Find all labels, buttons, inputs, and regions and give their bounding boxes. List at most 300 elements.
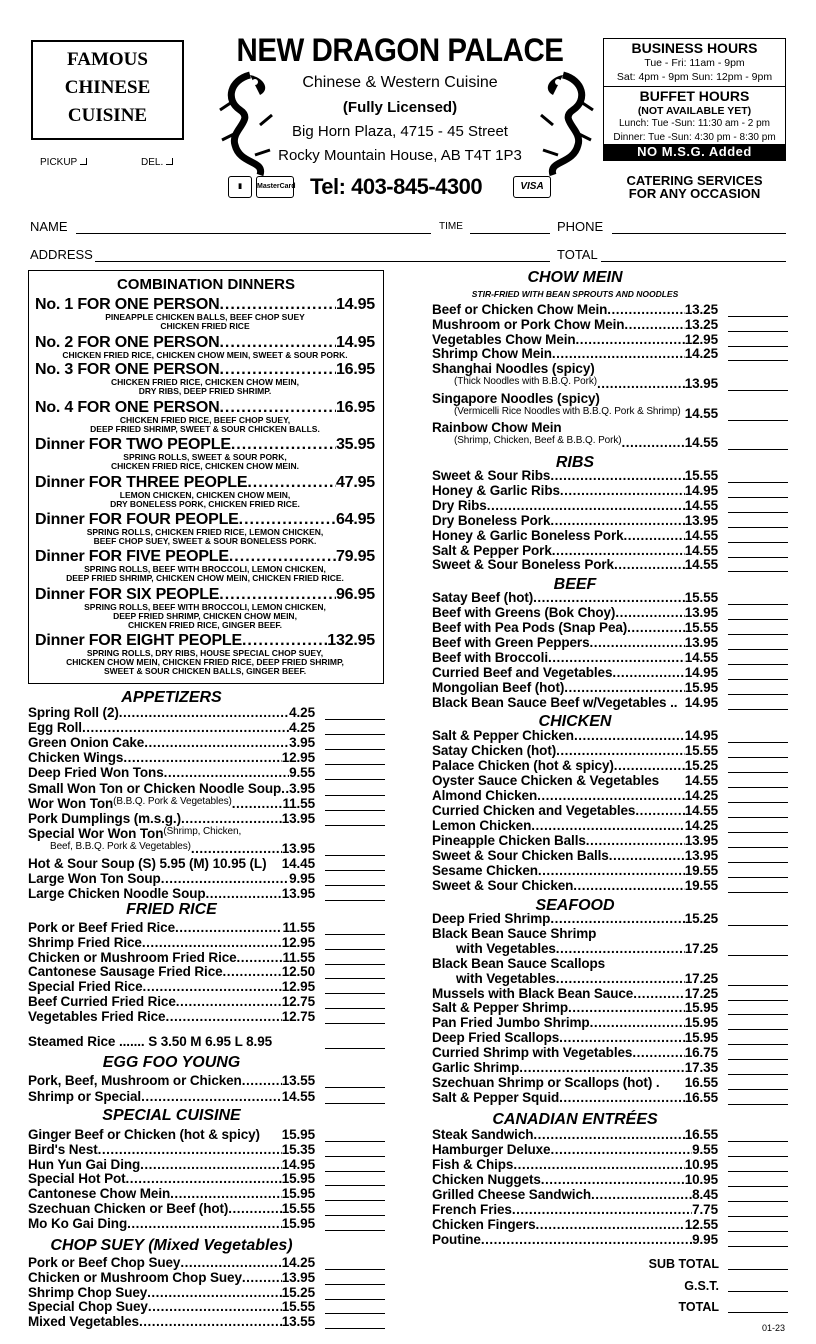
menu-item-name: Singapore Noodles (spicy) [432, 390, 600, 406]
menu-item[interactable] [432, 346, 718, 361]
quantity-line[interactable] [325, 734, 385, 735]
menu-item[interactable] [432, 483, 718, 498]
leader-dots [143, 979, 282, 994]
telephone[interactable]: Tel: 403-845-4300 [310, 174, 483, 199]
leader-dots [228, 1201, 281, 1216]
quantity-line[interactable] [325, 1328, 385, 1329]
menu-item[interactable] [28, 871, 315, 886]
menu-item[interactable] [432, 1157, 718, 1172]
menu-item-name: Sweet & Sour Ribs [432, 468, 551, 483]
menu-item[interactable] [432, 758, 718, 773]
leader-dots [568, 1000, 685, 1015]
leader-dots [165, 1009, 281, 1024]
combo-item-description: LEMON CHICKEN, CHICKEN CHOW MEIN, DRY BONELESS PORK, CHICKEN FRIED RICE. [110, 490, 300, 509]
menu-item-note: (Shrimp, Chicken, Beef & B.B.Q. Pork) [454, 435, 622, 447]
menu-item[interactable] [28, 1171, 315, 1186]
quantity-line[interactable] [325, 993, 385, 994]
menu-item[interactable] [28, 886, 315, 901]
menu-item-name: Pork or Beef Fried Rice [28, 920, 175, 935]
menu-item-name: Fish & Chips [432, 1157, 514, 1172]
menu-item[interactable] [28, 796, 315, 811]
menu-item[interactable] [432, 332, 718, 347]
leader-dots [536, 1217, 685, 1232]
quantity-line[interactable] [728, 1186, 788, 1187]
quantity-line[interactable] [728, 772, 788, 773]
menu-item[interactable] [28, 1285, 315, 1300]
quantity-line[interactable] [728, 634, 788, 635]
menu-item[interactable] [432, 803, 718, 818]
menu-item-price: 15.35 [281, 1141, 315, 1157]
menu-item-price: 13.95 [684, 848, 718, 863]
quantity-line[interactable] [728, 955, 788, 956]
menu-item-name: Sweet & Sour Chicken [432, 878, 574, 893]
menu-item[interactable] [432, 1090, 718, 1105]
menu-item-name: Chicken or Mushroom Fried Rice [28, 949, 237, 965]
quantity-line[interactable] [728, 1044, 788, 1045]
menu-item[interactable] [432, 543, 718, 558]
menu-item[interactable] [432, 1217, 718, 1232]
quantity-line[interactable] [728, 571, 788, 572]
quantity-line[interactable] [728, 649, 788, 650]
combo-item-price: 64.95 [335, 511, 375, 528]
leader-dots [541, 1172, 685, 1187]
menu-item[interactable] [432, 956, 718, 971]
menu-item-note: (Thick Noodles with B.B.Q. Pork) [454, 376, 597, 387]
menu-item[interactable] [28, 994, 315, 1009]
combo-item-name: Dinner FOR FIVE PEOPLE [35, 548, 229, 565]
address-field[interactable] [95, 261, 550, 262]
menu-item[interactable] [432, 528, 718, 543]
menu-item-price: 13.95 [684, 605, 718, 620]
combo-item-name: Dinner FOR TWO PEOPLE [35, 436, 231, 453]
leader-dots [548, 650, 685, 665]
menu-item[interactable] [432, 1045, 718, 1060]
menu-item[interactable] [28, 1314, 315, 1329]
leader-dots [635, 803, 684, 818]
quantity-line[interactable] [728, 512, 788, 513]
menu-item-price: 15.55 [281, 1299, 315, 1315]
gst-label: G.S.T. [684, 1279, 719, 1293]
total-field[interactable] [601, 261, 786, 262]
quantity-line[interactable] [728, 1089, 788, 1090]
menu-item[interactable] [432, 788, 718, 803]
leader-dots [607, 302, 684, 317]
quantity-line[interactable] [728, 316, 788, 317]
menu-item[interactable] [456, 971, 718, 986]
menu-item-name: Shrimp Chow Mein [432, 346, 552, 362]
leader-dots [487, 498, 685, 513]
quantity-line[interactable] [728, 925, 788, 926]
quantity-line[interactable] [728, 604, 788, 605]
menu-item-name: Shrimp Chop Suey [28, 1284, 148, 1300]
quantity-line[interactable] [728, 449, 788, 450]
grand-total-field[interactable] [728, 1312, 788, 1313]
quantity-line[interactable] [728, 1231, 788, 1232]
menu-item-name: Pork or Beef Chop Suey [28, 1255, 181, 1270]
quantity-line[interactable] [728, 679, 788, 680]
quantity-line[interactable] [325, 1023, 385, 1024]
menu-item[interactable] [432, 911, 718, 926]
menu-item[interactable] [28, 964, 315, 979]
section-title: CHICKEN [538, 713, 612, 730]
menu-item[interactable] [432, 986, 718, 1001]
menu-item[interactable] [432, 317, 718, 332]
quantity-line[interactable] [325, 1171, 385, 1172]
quantity-line[interactable] [325, 1185, 385, 1186]
menu-item[interactable] [432, 833, 718, 848]
quantity-line[interactable] [728, 1141, 788, 1142]
leader-dots [519, 1060, 684, 1075]
leader-dots [175, 920, 282, 935]
quantity-line[interactable] [325, 1048, 385, 1049]
menu-item[interactable] [28, 1034, 315, 1049]
menu-item-price: 14.55 [684, 542, 718, 558]
menu-item-price: 3.95 [289, 780, 315, 796]
menu-item[interactable] [432, 635, 718, 650]
menu-item-name: Shrimp Fried Rice [28, 934, 142, 950]
menu-item[interactable] [28, 720, 315, 735]
menu-item-price: 15.95 [281, 1127, 315, 1142]
menu-item[interactable] [28, 1009, 315, 1024]
quantity-line[interactable] [728, 482, 788, 483]
quantity-line[interactable] [325, 885, 385, 886]
menu-item-price: 14.55 [684, 557, 718, 573]
combo-item-name: No. 3 FOR ONE PERSON [35, 361, 220, 378]
mastercard-icon: MasterCard [256, 176, 294, 198]
menu-item-name: Beef Curried Fried Rice [28, 994, 176, 1009]
combo-item-price: 47.95 [335, 474, 375, 491]
menu-item-name: with Vegetables [456, 940, 556, 956]
menu-item[interactable] [432, 420, 718, 435]
quantity-line[interactable] [728, 1171, 788, 1172]
menu-item[interactable] [432, 680, 718, 695]
quantity-line[interactable] [728, 497, 788, 498]
menu-item[interactable] [432, 650, 718, 665]
leader-dots [559, 1090, 685, 1105]
quantity-line[interactable] [728, 694, 788, 695]
menu-item-price: 12.50 [281, 964, 315, 980]
menu-item-name: Lemon Chicken [432, 818, 532, 833]
quantity-line[interactable] [728, 742, 788, 743]
menu-item[interactable] [432, 605, 718, 620]
menu-item-price: 19.55 [684, 863, 718, 878]
menu-item[interactable] [28, 1157, 315, 1172]
menu-item-name: Green Onion Cake [28, 735, 145, 751]
quantity-line[interactable] [728, 527, 788, 528]
leader-dots [232, 796, 283, 811]
name-label: NAME [30, 219, 68, 234]
quantity-line[interactable] [728, 817, 788, 818]
menu-item[interactable] [28, 811, 315, 826]
menu-item[interactable] [432, 695, 718, 710]
menu-item-price: 12.95 [281, 979, 315, 995]
quantity-line[interactable] [325, 1008, 385, 1009]
menu-item[interactable] [432, 1000, 718, 1015]
quantity-line[interactable] [325, 1215, 385, 1216]
quantity-line[interactable] [325, 810, 385, 811]
menu-item[interactable] [28, 1089, 315, 1104]
quantity-line[interactable] [325, 964, 385, 965]
quantity-line[interactable] [325, 855, 385, 856]
quantity-line[interactable] [325, 795, 385, 796]
menu-item[interactable] [432, 665, 718, 680]
menu-item[interactable] [28, 765, 315, 780]
menu-item[interactable] [432, 818, 718, 833]
section-title: CHOW MEIN [527, 269, 623, 286]
quantity-line[interactable] [325, 825, 385, 826]
quantity-line[interactable] [728, 757, 788, 758]
quantity-line[interactable] [325, 949, 385, 950]
quantity-line[interactable] [728, 1059, 788, 1060]
menu-item[interactable] [454, 406, 718, 421]
section-title: CHOP SUEY (Mixed Vegetables) [50, 1237, 293, 1254]
menu-item-name: Deep Fried Shrimp [432, 911, 551, 926]
quantity-line[interactable] [728, 787, 788, 788]
menu-item[interactable] [432, 1232, 718, 1247]
menu-item[interactable] [432, 1030, 718, 1045]
menu-item[interactable] [28, 1270, 315, 1285]
leader-dots [147, 1285, 282, 1300]
menu-item-price: 15.95 [684, 1000, 718, 1016]
phone-label: PHONE [557, 219, 604, 234]
quantity-line[interactable] [325, 1299, 385, 1300]
menu-item-name: Curried Chicken and Vegetables [432, 803, 636, 818]
quantity-line[interactable] [325, 1284, 385, 1285]
menu-item[interactable] [432, 1172, 718, 1187]
quantity-line[interactable] [325, 1156, 385, 1157]
menu-item-name: Curried Beef and Vegetables [432, 665, 613, 680]
menu-item-name: Pan Fried Jumbo Shrimp [432, 1015, 590, 1031]
menu-item-name: Oyster Sauce Chicken & Vegetables [432, 773, 660, 788]
quantity-line[interactable] [728, 1156, 788, 1157]
menu-item[interactable] [432, 513, 718, 528]
subtotal-field[interactable] [728, 1269, 788, 1270]
quantity-line[interactable] [325, 1103, 385, 1104]
menu-item[interactable] [432, 728, 718, 743]
menu-item-name: Satay Beef (hot) [432, 590, 534, 605]
quantity-line[interactable] [728, 847, 788, 848]
menu-item-name: Pork, Beef, Mushroom or Chicken [28, 1073, 242, 1088]
menu-item-price: 13.95 [684, 635, 718, 650]
combo-item-description: SPRING ROLLS, BEEF WITH BROCCOLI, LEMON CHICKEN, DEEP FRIED SHRIMP, CHICKEN CHOW MEIN, CHICKEN FRIED RICE. [66, 564, 344, 583]
combo-item-price: 16.95 [335, 399, 375, 416]
menu-item[interactable] [454, 435, 718, 450]
subtotal-label: SUB TOTAL [648, 1257, 719, 1271]
menu-item-price: 15.55 [684, 620, 718, 635]
quantity-line[interactable] [325, 900, 385, 901]
menu-item[interactable] [28, 781, 315, 796]
menu-item[interactable] [28, 1127, 315, 1142]
menu-item[interactable] [432, 498, 718, 513]
quantity-line[interactable] [728, 1216, 788, 1217]
leader-dots [537, 788, 685, 803]
quantity-line[interactable] [728, 346, 788, 347]
menu-item[interactable] [432, 391, 718, 406]
menu-item[interactable] [50, 841, 315, 856]
quantity-line[interactable] [728, 985, 788, 986]
menu-item[interactable] [432, 620, 718, 635]
menu-item-price: 15.55 [684, 468, 718, 483]
menu-item[interactable] [28, 735, 315, 750]
buffet-hours-title: BUFFET HOURS [639, 88, 750, 104]
quantity-line[interactable] [325, 719, 385, 720]
menu-item[interactable] [432, 926, 718, 941]
menu-item[interactable] [28, 826, 315, 841]
quantity-line[interactable] [728, 390, 788, 391]
gst-field[interactable] [728, 1291, 788, 1292]
menu-item-name: Salt & Pepper Squid [432, 1089, 560, 1105]
menu-item-name: Cantonese Chow Mein [28, 1186, 171, 1202]
quantity-line[interactable] [728, 1246, 788, 1247]
menu-item-name: Mushroom or Pork Chow Mein [432, 316, 625, 332]
menu-item-name: Special Fried Rice [28, 979, 143, 995]
menu-item[interactable] [432, 1127, 718, 1142]
delivery-option[interactable]: DEL. [141, 157, 173, 168]
menu-item-name: Vegetables Chow Mein [432, 331, 576, 347]
menu-item[interactable] [28, 950, 315, 965]
pickup-checkbox-icon[interactable] [80, 158, 87, 165]
menu-item[interactable] [28, 1186, 315, 1201]
menu-item[interactable] [432, 878, 718, 893]
quantity-line[interactable] [325, 1141, 385, 1142]
menu-item[interactable] [28, 1073, 315, 1088]
section-title: SEAFOOD [535, 897, 615, 914]
quantity-line[interactable] [728, 832, 788, 833]
pickup-option[interactable]: PICKUP [40, 157, 87, 168]
menu-item-price: 13.25 [684, 302, 718, 317]
menu-item[interactable] [28, 705, 315, 720]
menu-item[interactable] [432, 590, 718, 605]
menu-item[interactable] [28, 935, 315, 950]
menu-item[interactable] [432, 1015, 718, 1030]
quantity-line[interactable] [728, 619, 788, 620]
leader-dots [552, 543, 685, 558]
leader-dots [512, 1202, 692, 1217]
menu-item[interactable] [28, 856, 315, 871]
combo-item-name: Dinner FOR SIX PEOPLE [35, 586, 220, 603]
menu-item[interactable] [28, 1142, 315, 1157]
quantity-line[interactable] [728, 862, 788, 863]
menu-item[interactable] [432, 1060, 718, 1075]
leader-dots [176, 994, 282, 1009]
famous-line: FAMOUS [67, 49, 148, 70]
quantity-line[interactable] [325, 934, 385, 935]
menu-item[interactable] [432, 863, 718, 878]
quantity-line[interactable] [325, 1230, 385, 1231]
delivery-checkbox-icon[interactable] [166, 158, 173, 165]
leader-dots [181, 811, 282, 826]
leader-dots [615, 605, 684, 620]
menu-item-name: Beef with Broccoli [432, 650, 548, 665]
quantity-line[interactable] [325, 978, 385, 979]
quantity-line[interactable] [728, 892, 788, 893]
menu-item[interactable] [28, 1216, 315, 1231]
menu-item-name: Shrimp or Special [28, 1088, 142, 1104]
quantity-line[interactable] [325, 749, 385, 750]
leader-dots [242, 1270, 282, 1285]
menu-item[interactable] [432, 1142, 718, 1157]
menu-item-price: 14.95 [684, 728, 718, 743]
phone-field[interactable] [612, 233, 786, 234]
quantity-line[interactable] [325, 1269, 385, 1270]
menu-item[interactable] [28, 1255, 315, 1270]
menu-item-name: Hot & Sour Soup (S) 5.95 (M) 10.95 (L) [28, 856, 267, 871]
menu-item-name: Curried Shrimp with Vegetables [432, 1045, 633, 1061]
menu-item[interactable] [28, 1299, 315, 1314]
menu-item-price: 13.55 [281, 1073, 315, 1088]
menu-item[interactable] [28, 920, 315, 935]
menu-item[interactable] [432, 743, 718, 758]
menu-item[interactable] [432, 773, 718, 788]
leader-dots [206, 886, 282, 901]
name-field[interactable] [76, 233, 431, 234]
menu-item[interactable] [432, 468, 718, 483]
quantity-line[interactable] [728, 1201, 788, 1202]
quantity-line[interactable] [728, 1074, 788, 1075]
quantity-line[interactable] [728, 420, 788, 421]
menu-item-price: 14.95 [684, 695, 718, 710]
menu-item-price: 12.95 [281, 934, 315, 950]
menu-item-price: 12.55 [684, 1217, 718, 1232]
quantity-line[interactable] [325, 764, 385, 765]
menu-item-name: Grilled Cheese Sandwich [432, 1187, 592, 1202]
quantity-line[interactable] [728, 331, 788, 332]
grand-total-label: TOTAL [678, 1300, 719, 1314]
menu-item[interactable] [28, 750, 315, 765]
quantity-line[interactable] [728, 664, 788, 665]
menu-item[interactable] [432, 1187, 718, 1202]
menu-item[interactable] [432, 848, 718, 863]
menu-item-name: Deep Fried Won Tons [28, 765, 164, 781]
quantity-line[interactable] [728, 877, 788, 878]
menu-item-name: Honey & Garlic Ribs [432, 482, 560, 498]
leader-dots [550, 1142, 692, 1157]
menu-item[interactable] [432, 1202, 718, 1217]
menu-item[interactable] [454, 376, 718, 391]
quantity-line[interactable] [325, 870, 385, 871]
quantity-line[interactable] [325, 1200, 385, 1201]
quantity-line[interactable] [728, 1014, 788, 1015]
time-field[interactable] [470, 233, 550, 234]
menu-item[interactable] [28, 979, 315, 994]
quantity-line[interactable] [325, 779, 385, 780]
menu-item[interactable] [432, 361, 718, 376]
menu-item-name: Large Chicken Noodle Soup [28, 886, 206, 902]
menu-item-name: Mixed Vegetables [28, 1314, 139, 1330]
combo-item-description: CHICKEN FRIED RICE, CHICKEN CHOW MEIN, SWEET & SOUR PORK. [62, 350, 348, 360]
quantity-line[interactable] [728, 1104, 788, 1105]
menu-item[interactable] [432, 557, 718, 572]
menu-item-price: 17.25 [684, 985, 718, 1001]
menu-item[interactable] [456, 941, 718, 956]
menu-item-name: Honey & Garlic Boneless Pork [432, 527, 624, 543]
menu-item[interactable] [432, 1075, 718, 1090]
quantity-line[interactable] [728, 557, 788, 558]
quantity-line[interactable] [728, 1029, 788, 1030]
quantity-line[interactable] [325, 1313, 385, 1314]
section-title: BEEF [553, 576, 597, 593]
tagline: Chinese & Western Cuisine [302, 74, 498, 91]
menu-item[interactable] [432, 302, 718, 317]
quantity-line[interactable] [325, 1087, 385, 1088]
quantity-line[interactable] [728, 802, 788, 803]
quantity-line[interactable] [728, 360, 788, 361]
menu-item-name: Small Won Ton or Chicken Noodle Soup [28, 780, 282, 796]
quantity-line[interactable] [728, 709, 788, 710]
quantity-line[interactable] [728, 1000, 788, 1001]
quantity-line[interactable] [728, 542, 788, 543]
menu-item[interactable] [28, 1201, 315, 1216]
